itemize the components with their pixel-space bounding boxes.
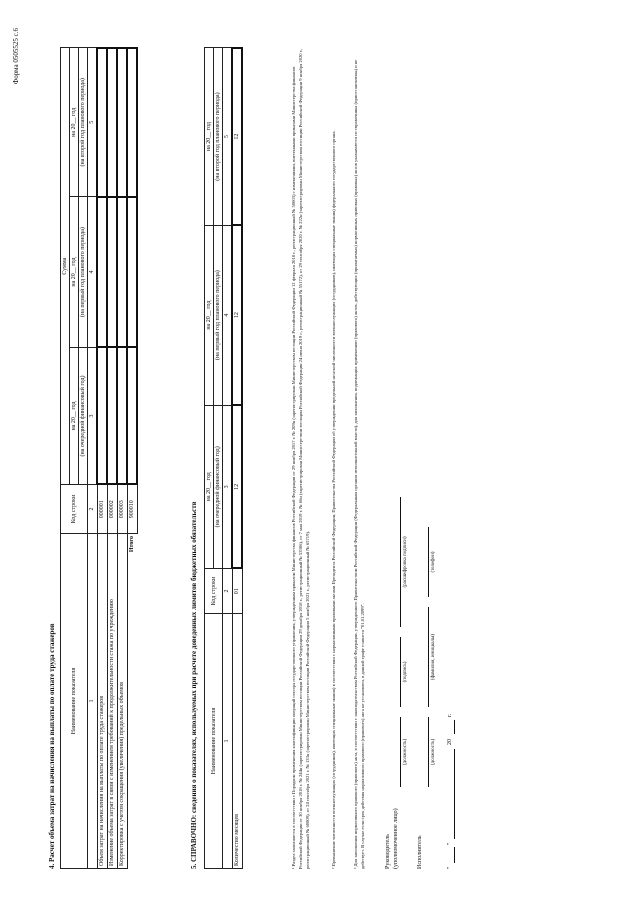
- head-sublabel: (уполномоченное лицо): [393, 808, 399, 869]
- s4-row-name: Объем затрат на начисления на выплаты по оплате труда стажеров: [97, 534, 107, 869]
- footnote-1: ¹ Раздел заполняется в соответствии с Порядком применения классификации операций сектора государственного управления, утвержденным приказом Министерства финансов Российской Федерации от 29 ноября 2017 г. № 209н (зарегистрирован Министерством юстиции Российской Федерации 12 февраля 2018 г., регистрационный № 50003) с изменениями, внесенными приказами Министерства финансов Российской Федерации от 30 ноября 2018 г. № 244н (зарегистрирован Министерством юстиции Российской Федерации 29 декабря 2018 г., регистрационный № 53306), от 7 мая 2019 г. № 66н (зарегистрирован Министерством юстиции Российской Федерации 24 июня 2019 г., регистрационный № 55172), от 29 сентября 2020 г. № 222н (зарегистрирован Министерством юстиции Российской Федерации 9 ноября 2020 г., регистрационный № 60809), от 24 сентября 2021 г. № 133н (зарегистрирован Министерством юстиции Российской Федерации 5 ноября 2021 г., регистрационный № 65719).: [291, 48, 310, 869]
- section5-title: 5. СПРАВОЧНО: сведения о показателях, используемых при расчете доведенных лимитов бюджетных обязательств: [190, 501, 198, 869]
- s5-row-name: Количество месяцев: [232, 614, 242, 869]
- exec-fio-line: [428, 607, 429, 707]
- s4-colnum: 1: [88, 534, 98, 869]
- s4-cell-empty: [107, 48, 117, 197]
- head-label: Руководитель: [385, 834, 391, 869]
- s5-header-y2-sub: (на первый год планового периода): [214, 225, 223, 405]
- s4-header-y3: на 20__ год: [70, 48, 79, 197]
- s4-colnum: 3: [88, 347, 98, 484]
- s4-colnum: 2: [88, 485, 98, 534]
- s4-cell-empty: [107, 197, 117, 348]
- cap-phone: (телефон): [431, 551, 436, 573]
- s4-total-code: 900010: [127, 485, 137, 534]
- date-day-line: [454, 847, 455, 863]
- section4-title: 4. Расчет объема затрат на начисления на выплаты по оплате труда стажеров: [48, 623, 56, 869]
- s4-row-code: 000001: [97, 485, 107, 534]
- s5-header-y1: на 20__ год: [205, 405, 214, 568]
- s5-colnum: 5: [223, 48, 233, 225]
- footnote-3: ³ Для заполнения нормативного правового (правового) акта, в соответствии с законодательством Российской Федерации, утвержденного Правительством Российской Федерации (Федеральным органом исполнительной власти), для заполнения, подлежащих применению (правового) актов, действующих (прилагаемых) нормативных правовых (правовых) актов указываются из справочника (приостановлены) и не действует. В случае если срок действия нормативного правового (правового) акта не установлен, в данной графе ставится "01.01.2099".: [353, 59, 365, 869]
- cap-name: (расшифровка подписи): [403, 536, 408, 588]
- s5-row-v5: 12: [232, 48, 242, 225]
- s4-cell-empty: [127, 197, 137, 348]
- s4-header-sum: Сумма: [61, 48, 70, 485]
- form-code: Форма 0505525 с.6: [12, 28, 20, 85]
- s5-row-code: 01: [232, 569, 242, 614]
- s5-header-y2: на 20__ год: [205, 225, 214, 405]
- s5-row-v4: 12: [232, 225, 242, 405]
- cap-position: (должность): [403, 738, 408, 766]
- s5-colnum: 1: [223, 614, 233, 869]
- s4-cell-empty: [127, 347, 137, 484]
- s4-row-name: Изменение объема затрат в связи с изменением требований к продолжительности стажа по учреждению: [107, 534, 117, 869]
- s4-total-label: Итого: [129, 536, 136, 553]
- exec-position-line: [428, 717, 429, 787]
- s5-colnum: 2: [223, 569, 233, 614]
- s4-header-code: Код строки: [61, 485, 88, 534]
- date-year-line: [454, 720, 455, 734]
- table-row: [107, 48, 117, 869]
- s4-header-y2: на 20__ год: [70, 197, 79, 348]
- table-row: [232, 48, 242, 869]
- exec-label: Исполнитель: [417, 835, 423, 869]
- s4-header-y3-sub: (на второй год планового периода): [79, 48, 88, 197]
- date-year-suffix: г.: [447, 713, 453, 717]
- s5-colnum: 4: [223, 225, 233, 405]
- s5-header-name: Наименование показателя: [205, 614, 223, 869]
- s4-header-y1: на 20__ год: [70, 347, 79, 484]
- s4-cell-empty: [127, 48, 137, 197]
- s4-header-name: Наименование показателя: [61, 534, 88, 869]
- date-close-quote: ": [447, 842, 453, 845]
- s4-cell-empty: [97, 347, 107, 484]
- table-row: [97, 48, 107, 869]
- date-month-line: [454, 749, 455, 839]
- s4-row-code: 000003: [117, 485, 127, 534]
- s4-row-code: 000002: [107, 485, 117, 534]
- s4-cell-empty: [117, 197, 127, 348]
- section4-table: [60, 47, 138, 869]
- footnote-2: ² Превышение численности военнослужащих (сотрудников), имеющих специальные звания) в соответствии с нормативными правовыми актами Президента Российской Федерации, Правительства Российской Федерации об утверждении предельной штатной численности военнослужащих (сотрудников), имеющих специальные звания) федерального государственного органа.: [331, 130, 336, 869]
- date-open-quote: ": [447, 866, 453, 869]
- s5-row-v3: 12: [232, 405, 242, 568]
- s4-cell-empty: [107, 347, 117, 484]
- head-position-line: [400, 717, 401, 787]
- exec-phone-line: [428, 527, 429, 597]
- table-row-total: [127, 48, 137, 869]
- s4-header-y1-sub: (на очередной финансовый год): [79, 347, 88, 484]
- s4-cell-empty: [97, 197, 107, 348]
- s5-header-y3: на 20__ год: [205, 48, 214, 225]
- s4-cell-empty: [97, 48, 107, 197]
- s4-colnum: 5: [88, 48, 98, 197]
- s4-cell-empty: [117, 347, 127, 484]
- s5-header-y1-sub: (на очередной финансовый год): [214, 405, 223, 568]
- section5-table: [204, 47, 243, 869]
- table-row: [117, 48, 127, 869]
- head-signature-line: [400, 637, 401, 707]
- s4-row-name: Корректировка с учетом сокращения (увеличения) предельных объемов: [117, 534, 127, 869]
- cap-fio: (фамилия, инициалы): [431, 633, 436, 681]
- s5-header-y3-sub: (на второй год планового периода): [214, 48, 223, 225]
- s5-colnum: 3: [223, 405, 233, 568]
- cap-signature: (подпись): [403, 661, 408, 683]
- cap-exec-position: (должность): [431, 738, 436, 766]
- date-year-prefix: 20: [447, 739, 453, 745]
- s4-colnum: 4: [88, 197, 98, 348]
- s5-header-code: Код строки: [205, 569, 223, 614]
- head-name-line: [400, 497, 401, 627]
- s4-header-y2-sub: (на первый год планового периода): [79, 197, 88, 348]
- s4-cell-empty: [117, 48, 127, 197]
